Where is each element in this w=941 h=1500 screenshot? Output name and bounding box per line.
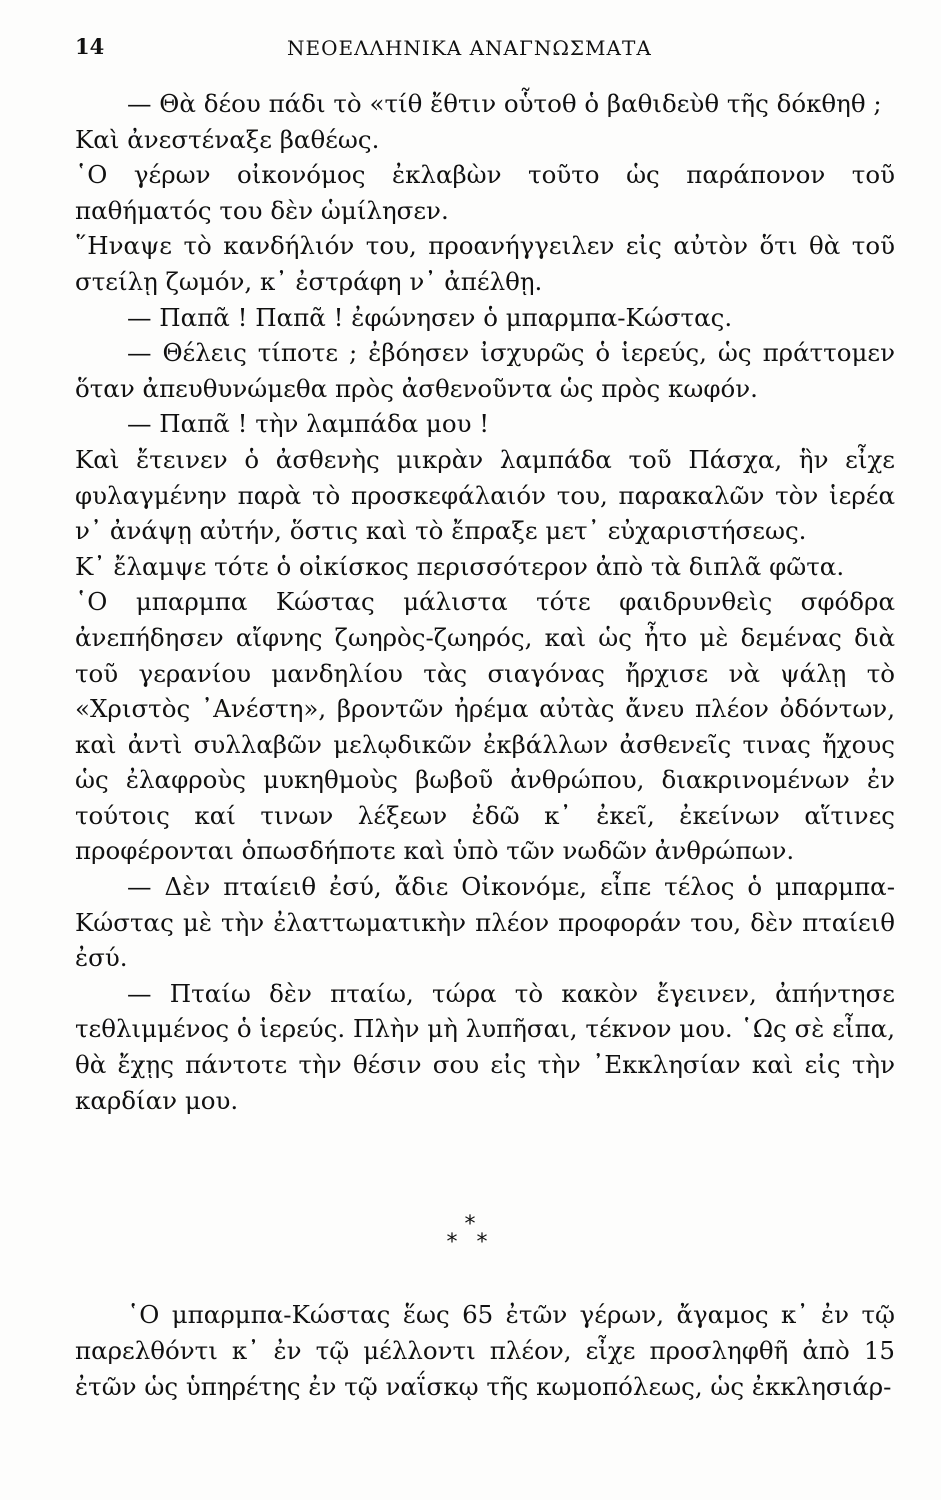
paragraph: ῾Ο μπαρμπα-Κώστας ἕως 65 ἐτῶν γέρων, ἄγαμος κ᾿ ἐν τῷ παρελθόντι κ᾿ ἐν τῷ μέλλοντι πλέον, εἶχε προσληφθῆ ἀπὸ 15 ἐτῶν ὡς ὑπηρέτης ἐν τῷ ναΐσκῳ τῆς κωμοπόλεως, ὡς ἐκκλησιάρ- (75, 1300, 895, 1401)
paragraph: — Θὰ δέου πάδι τὸ «τίθ ἔθτιν οὗτοθ ὁ βαθιδεὺθ τῆς δόκθηθ ; (127, 89, 882, 118)
paragraph: — Παπᾶ ! Παπᾶ ! ἐφώνησεν ὁ μπαρμπα-Κώστας. (127, 302, 733, 332)
page-number: 14 (75, 34, 105, 59)
paragraph: Καὶ ἀνεστέναξε βαθέως. (75, 124, 380, 154)
paragraph: Καὶ ἔτεινεν ὁ ἀσθενὴς μικρὰν λαμπάδα τοῦ Πάσχα, ἣν εἶχε φυλαγμένην παρὰ τὸ προσκεφάλαιόν του, παρακαλῶν τὸν ἱερέα ν᾿ ἀνάψῃ αὐτήν, ὅστις καὶ τὸ ἔπραξε μετ᾿ εὐχαριστήσεως. (75, 444, 895, 546)
asterism-bottom: * * (446, 1230, 494, 1255)
paragraph: ῾Ο μπαρμπα Κώστας μάλιστα τότε φαιδρυνθεὶς σφόδρα ἀνεπήδησεν αἴφνης ζωηρὸς-ζωηρός, καὶ ὡς ἦτο μὲ δεμένας διὰ τοῦ γερανίου μανδηλίου τὰς σιαγόνας ἤρχισε νὰ ψάλῃ τὸ «Χριστὸς ᾿Ανέστη», βροντῶν ἠρέμα αὐτὰς ἄνευ πλέον ὀδόντων, καὶ ἀντὶ συλλαβῶν μελῳδικῶν ἐκβάλλων ἀσθενεῖς τινας ἤχους ὡς ἐλαφροὺς μυκηθμοὺς βωβοῦ ἀνθρώπου, διακρινομένων ἐν τούτοις καί τινων λέξεων ἐδῶ κ᾿ ἐκεῖ, ἐκείνων αἵτινες προφέρονται ὁπωσδήποτε καὶ ὑπὸ τῶν νωδῶν ἀνθρώπων. (75, 587, 895, 866)
paragraph: ῞Ηναψε τὸ κανδήλιόν του, προανήγγειλεν εἰς αὐτὸν ὅτι θὰ τοῦ στείλῃ ζωμόν, κ᾿ ἐστράφη ν᾿ ἀπέλθῃ. (75, 231, 895, 296)
paragraph: ῾Ο γέρων οἰκονόμος ἐκλαβὼν τοῦτο ὡς παράπονον τοῦ παθήματός του δὲν ὡμίλησεν. (75, 160, 895, 225)
running-head: ΝΕΟΕΛΛΗΝΙΚΑ ΑΝΑΓΝΩΣΜΑΤΑ (287, 36, 652, 60)
paragraph: — Πταίω δὲν πταίω, τώρα τὸ κακὸν ἔγεινεν, ἀπήντησε τεθλιμμένος ὁ ἱερεύς. Πλὴν μὴ λυπῆσαι, τέκνον μου. ῾Ως σὲ εἶπα, θὰ ἔχῃς πάντοτε τὴν θέσιν σου εἰς τὴν ᾿Εκκλησίαν καὶ εἰς τὴν καρδίαν μου. (75, 978, 895, 1115)
paragraph: — Παπᾶ ! τὴν λαμπάδα μου ! (127, 409, 490, 439)
paragraph: Κ᾿ ἔλαμψε τότε ὁ οἰκίσκος περισσότερον ἀπὸ τὰ διπλᾶ φῶτα. (75, 551, 845, 581)
page-header (75, 34, 895, 68)
section-break-asterism (440, 1212, 500, 1272)
paragraph: — Θέλεις τίποτε ; ἐβόησεν ἰσχυρῶς ὁ ἱερεύς, ὡς πράττομεν ὅταν ἀπευθυνώμεθα πρὸς ἀσθενοῦντα ὡς πρὸς κωφόν. (75, 338, 895, 403)
paragraph: — Δὲν πταίειθ ἐσύ, ἄδιε Οἰκονόμε, εἶπε τέλος ὁ μπαρμπα-Κώστας μὲ τὴν ἐλαττωματικὴν πλέον προφοράν του, δὲν πταίειθ ἐσύ. (75, 872, 895, 973)
body-text (75, 86, 895, 1118)
asterism-top: * (464, 1212, 476, 1237)
closing-text (75, 1297, 895, 1405)
